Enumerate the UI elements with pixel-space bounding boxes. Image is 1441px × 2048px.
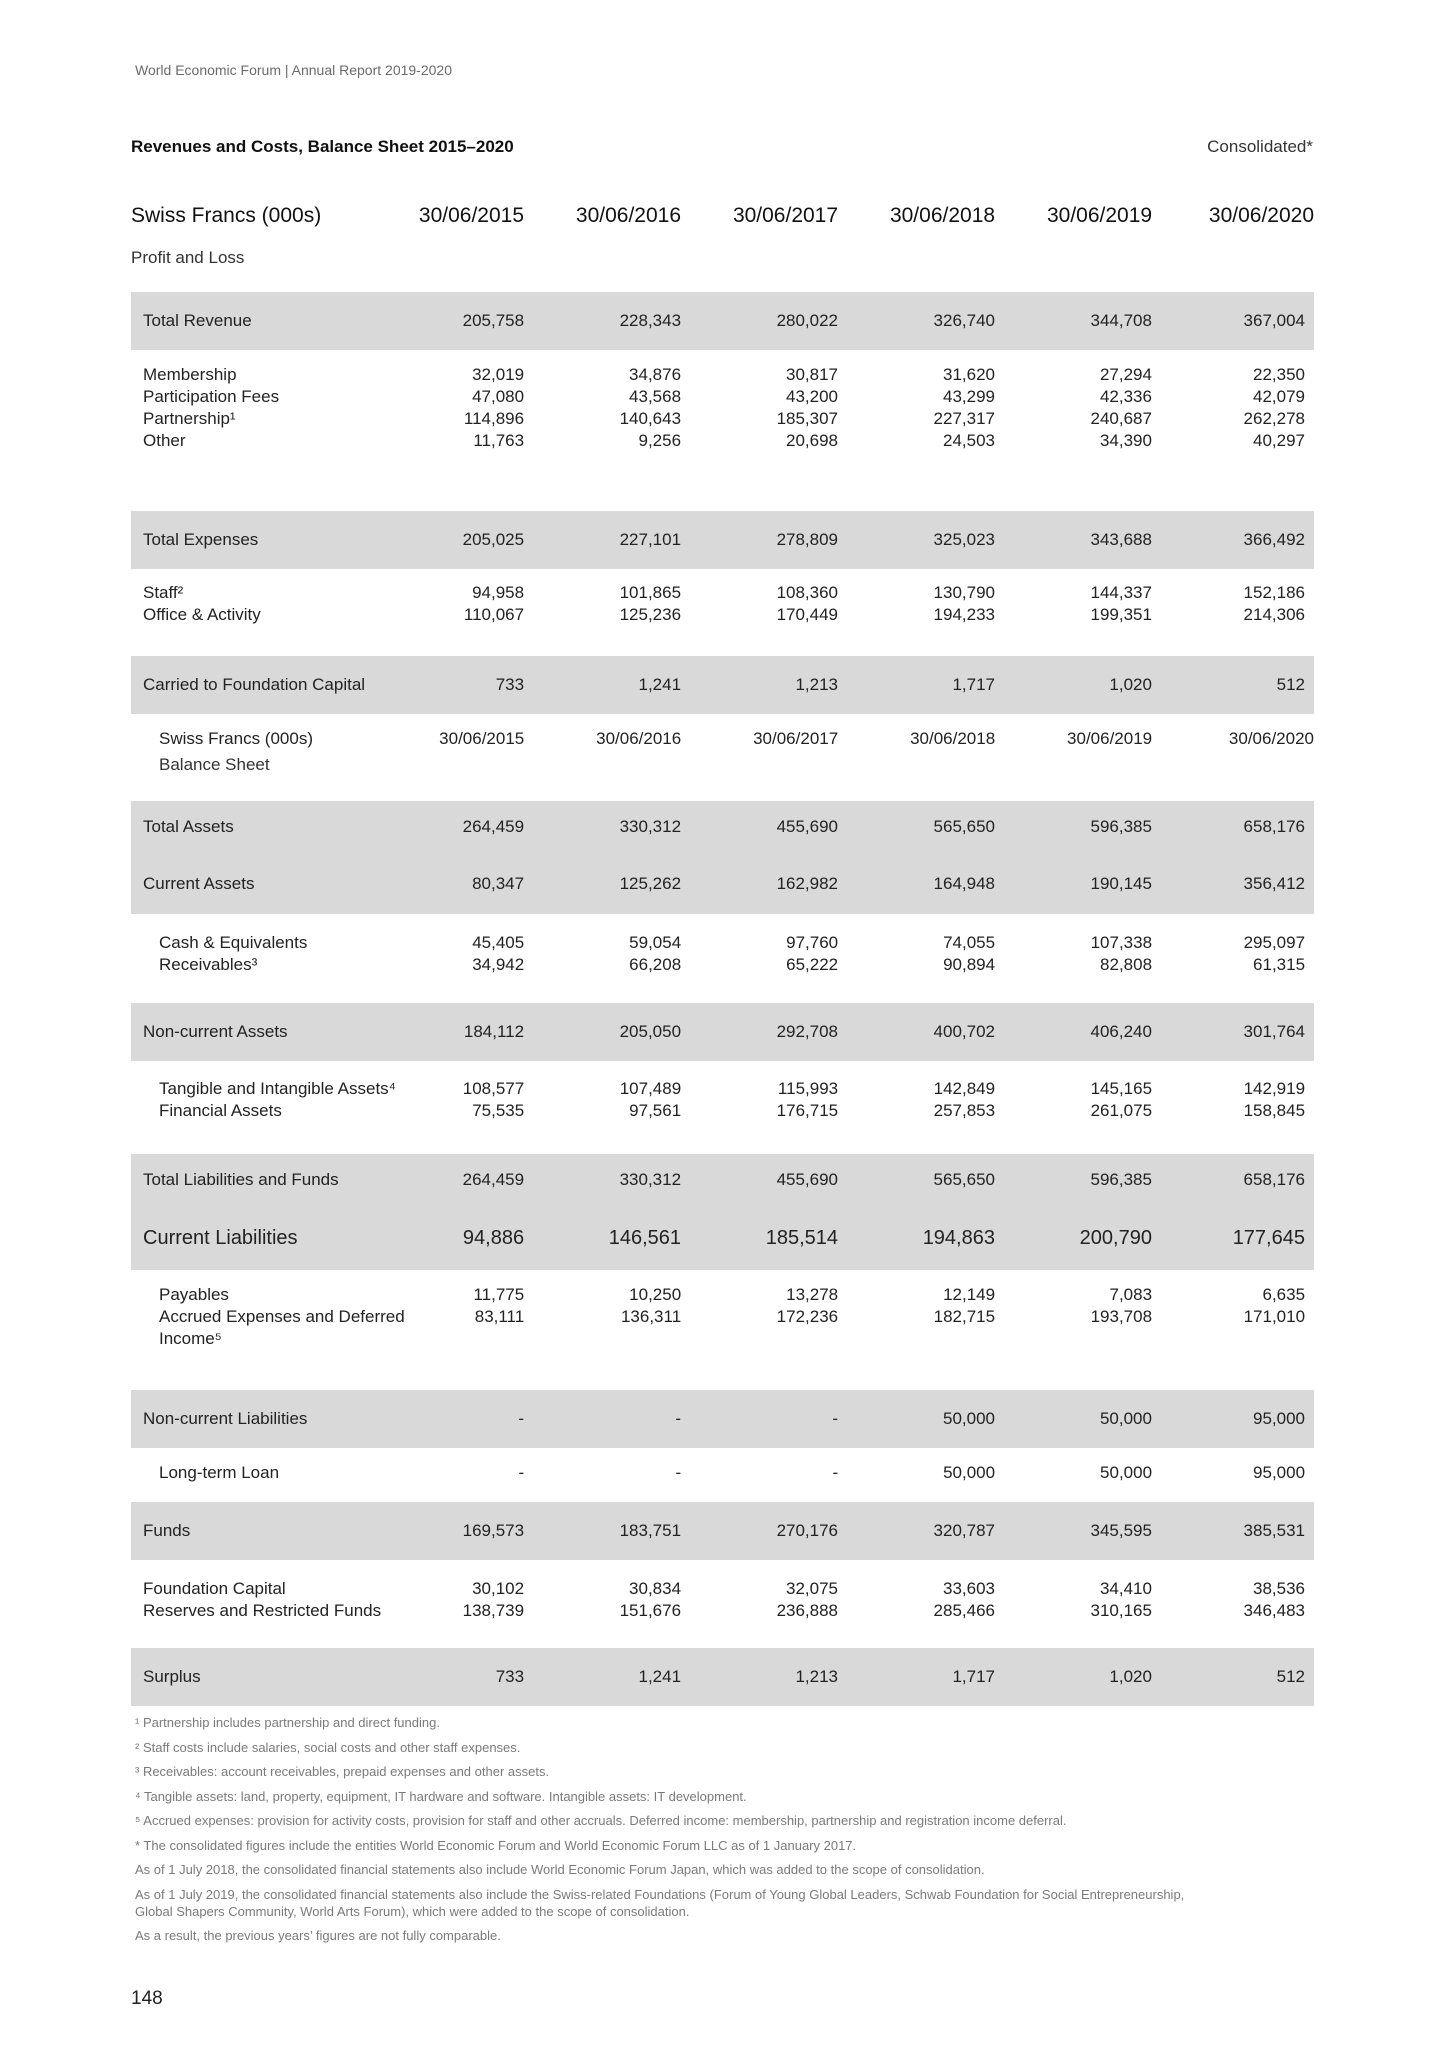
value-2016: 1,241 (638, 1667, 682, 1686)
value-2017: 108,360 170,449 (776, 583, 839, 624)
value-2018: 50,000 (943, 1463, 996, 1482)
value-2017: 162,982 (776, 873, 839, 893)
pl-unit-label: Swiss Francs (000s) (131, 204, 322, 227)
bs-column-header (131, 728, 1314, 750)
value-2018: 142,849 257,853 (933, 1079, 996, 1120)
pl-year-2019: 30/06/2019 (1046, 204, 1153, 227)
row-label: Payables Accrued Expenses and Deferred Income⁵ (159, 1285, 405, 1348)
value-2018: 325,023 (933, 530, 995, 549)
value-2018: 130,790 194,233 (933, 583, 995, 624)
value-2016: 330,312 (619, 1170, 682, 1189)
table-row-total-liabilities-and-funds (131, 1154, 1314, 1206)
pl-year-2017: 30/06/2017 (732, 204, 839, 227)
row-label: Surplus (143, 1667, 201, 1686)
table-row-funds (131, 1502, 1314, 1560)
table-row-long-term-loan (131, 1462, 1314, 1484)
value-2018: 320,787 (933, 1521, 995, 1540)
table-row-total-expenses (131, 511, 1314, 569)
value-2017: 185,514 (765, 1227, 839, 1249)
value-2019: 406,240 (1090, 1022, 1152, 1041)
row-label: Staff² Office & Activity (143, 583, 261, 624)
value-2017: 30,817 43,200 185,307 20,698 (776, 365, 839, 450)
table-row-noncurrent-assets (131, 1003, 1314, 1061)
row-label: Foundation Capital Reserves and Restricted Funds (143, 1579, 382, 1620)
value-2018: 33,603 285,466 (933, 1579, 995, 1620)
consolidated-label: Consolidated* (1207, 137, 1313, 156)
footnote-2018-scope: As of 1 July 2018, the consolidated financial statements also include World Economic Forum Japan, which was added to the scope of consolidation. (135, 1862, 985, 1877)
value-2017: 278,809 (776, 530, 839, 549)
value-2019: 145,165 261,075 (1090, 1079, 1153, 1120)
value-2020: 295,097 61,315 (1243, 933, 1306, 974)
value-2020: 367,004 (1243, 311, 1305, 330)
row-label: Membership Participation Fees Partnership¹ Other (143, 365, 280, 450)
pl-year-2015: 30/06/2015 (418, 204, 525, 227)
value-2020: 152,186 214,306 (1243, 583, 1305, 624)
value-2020: 301,764 (1243, 1022, 1305, 1041)
value-2020: 22,350 42,079 262,278 40,297 (1243, 365, 1305, 450)
footnote-1: ¹ Partnership includes partnership and direct funding. (135, 1715, 440, 1730)
bs-year-2015: 30/06/2015 (439, 729, 525, 748)
value-2017: 1,213 (795, 675, 839, 694)
value-2015: - (518, 1409, 525, 1428)
value-2015: 94,886 (462, 1227, 525, 1249)
value-2020: 95,000 (1253, 1463, 1306, 1482)
row-label: Non-current Assets (143, 1022, 288, 1041)
value-2016: 107,489 97,561 (619, 1079, 682, 1120)
value-2017: 13,278 172,236 (776, 1285, 839, 1326)
value-2017: 270,176 (776, 1521, 839, 1540)
value-2016: 227,101 (619, 530, 682, 549)
value-2017: 32,075 236,888 (776, 1579, 839, 1620)
value-2016: 183,751 (619, 1521, 682, 1540)
value-2015: 80,347 (472, 873, 525, 893)
value-2019: 1,020 (1109, 1667, 1152, 1686)
value-2016: 30,834 151,676 (619, 1579, 682, 1620)
running-header: World Economic Forum | Annual Report 2019-2020 (135, 62, 452, 78)
value-2017: 455,690 (776, 1170, 839, 1189)
footnote-4: ⁴ Tangible assets: land, property, equipment, IT hardware and software. Intangible assets: IT development. (135, 1788, 747, 1804)
value-2019: 345,595 (1090, 1521, 1152, 1540)
value-2015: 45,405 34,942 (472, 933, 525, 974)
table-row-expenses-detail (131, 582, 1314, 626)
value-2015: 264,459 (462, 1170, 525, 1189)
value-2019: 27,294 42,336 240,687 34,390 (1090, 365, 1152, 450)
bs-unit-label: Swiss Francs (000s) (159, 729, 313, 748)
table-row-total-revenue (131, 292, 1314, 350)
table-row-funds-detail (131, 1578, 1314, 1622)
value-2017: 292,708 (776, 1022, 839, 1041)
bs-year-2017: 30/06/2017 (753, 729, 839, 748)
table-row-current-liabilities-detail (131, 1284, 1314, 1350)
value-2020: 512 (1276, 675, 1305, 694)
value-2016: 101,865 125,236 (619, 583, 682, 624)
table-row-carried-to-foundation-capital (131, 656, 1314, 714)
table-row-total-assets (131, 801, 1314, 853)
table-row-surplus (131, 1648, 1314, 1706)
row-label: Funds (143, 1521, 191, 1540)
footnote-3: ³ Receivables: account receivables, prepaid expenses and other assets. (135, 1764, 550, 1779)
footnote-consolidated: * The consolidated figures include the entities World Economic Forum and World Economic Forum LLC as of 1 January 2017. (135, 1837, 857, 1853)
value-2018: 400,702 (933, 1022, 995, 1041)
value-2018: 1,717 (952, 675, 995, 694)
report-title: Revenues and Costs, Balance Sheet 2015–2020 (131, 137, 514, 156)
value-2019: 596,385 (1090, 1170, 1152, 1189)
value-2019: 50,000 (1100, 1463, 1153, 1482)
bs-year-2016: 30/06/2016 (596, 729, 682, 748)
value-2016: 1,241 (638, 675, 682, 694)
pl-column-header (131, 205, 1314, 227)
pl-year-2016: 30/06/2016 (575, 204, 682, 227)
value-2020: 95,000 (1252, 1409, 1305, 1428)
table-row-current-assets-detail (131, 932, 1314, 976)
bs-section-label: Balance Sheet (159, 755, 270, 774)
value-2015: - (518, 1463, 525, 1482)
table-row-current-liabilities (131, 1206, 1314, 1270)
footnotes (135, 1714, 1225, 1952)
pl-year-2020: 30/06/2020 (1208, 204, 1315, 227)
row-label: Current Liabilities (143, 1227, 298, 1249)
value-2018: 326,740 (933, 311, 995, 330)
value-2016: - (675, 1409, 682, 1428)
value-2016: 59,054 66,208 (629, 933, 682, 974)
value-2018: 565,650 (933, 817, 995, 836)
value-2019: 343,688 (1090, 530, 1152, 549)
value-2019: 596,385 (1090, 817, 1152, 836)
value-2020: 366,492 (1243, 530, 1305, 549)
table-row-noncurrent-liabilities (131, 1390, 1314, 1448)
row-label: Non-current Liabilities (143, 1409, 308, 1428)
value-2018: 1,717 (952, 1667, 995, 1686)
value-2016: 228,343 (619, 311, 682, 330)
value-2015: 733 (495, 1667, 525, 1686)
value-2015: 30,102 138,739 (462, 1579, 525, 1620)
value-2018: 164,948 (933, 873, 995, 893)
value-2019: 1,020 (1109, 675, 1152, 694)
footnote-2: ² Staff costs include salaries, social costs and other staff expenses. (135, 1739, 521, 1755)
footnote-2019-scope: As of 1 July 2019, the consolidated financial statements also include the Swiss-related Foundations (Forum of Young Global Leaders, Schwab Foundation for Social Entrepreneurship, Global Shapers Community, World Arts Forum), which were added to the scope of consolidation. (135, 1886, 1185, 1919)
row-label: Current Assets (143, 873, 255, 893)
value-2018: 12,149 182,715 (933, 1285, 996, 1326)
value-2019: 107,338 82,808 (1090, 933, 1153, 974)
value-2016: 146,561 (608, 1227, 682, 1249)
row-label: Tangible and Intangible Assets⁴ Financial Assets (159, 1079, 396, 1120)
value-2020: 658,176 (1243, 1170, 1305, 1189)
row-label: Carried to Foundation Capital (143, 675, 366, 694)
value-2015: 184,112 (463, 1022, 525, 1041)
bs-year-2018: 30/06/2018 (910, 729, 996, 748)
value-2019: 190,145 (1090, 873, 1152, 893)
table-row-current-assets (131, 853, 1314, 914)
value-2015: 264,459 (462, 817, 525, 836)
table-row-revenue-detail (131, 364, 1314, 452)
value-2016: 10,250 136,311 (620, 1285, 682, 1326)
value-2017: 97,760 65,222 (786, 933, 839, 974)
footnote-5: ⁵ Accrued expenses: provision for activity costs, provision for staff and other accruals. Deferred income: membership, partnership and registration income deferral. (135, 1813, 1067, 1828)
page-number: 148 (131, 1988, 163, 2009)
row-label: Total Expenses (143, 530, 259, 549)
value-2020: 6,635 171,010 (1243, 1285, 1306, 1326)
value-2017: 115,993 176,715 (776, 1079, 839, 1120)
row-label: Total Liabilities and Funds (143, 1170, 339, 1189)
value-2019: 7,083 193,708 (1090, 1285, 1153, 1326)
value-2015: 108,577 75,535 (462, 1079, 525, 1120)
value-2016: 330,312 (619, 817, 682, 836)
pl-year-2018: 30/06/2018 (889, 204, 996, 227)
table-row-noncurrent-assets-detail (131, 1078, 1314, 1122)
value-2016: 205,050 (619, 1022, 682, 1041)
value-2020: 356,412 (1243, 873, 1305, 893)
value-2018: 74,055 90,894 (943, 933, 996, 974)
footnote-comparability: As a result, the previous years’ figures are not fully comparable. (135, 1928, 501, 1943)
value-2018: 194,863 (922, 1227, 995, 1249)
value-2018: 565,650 (933, 1170, 995, 1189)
value-2017: - (832, 1409, 839, 1428)
value-2015: 169,573 (462, 1521, 525, 1540)
bs-year-2019: 30/06/2019 (1067, 729, 1153, 748)
value-2020: 658,176 (1243, 817, 1305, 836)
value-2019: 344,708 (1090, 311, 1152, 330)
value-2015: 94,958 110,067 (463, 583, 525, 624)
value-2016: - (675, 1463, 682, 1482)
value-2015: 733 (495, 675, 525, 694)
value-2017: 455,690 (776, 817, 839, 836)
value-2019: 200,790 (1079, 1227, 1152, 1249)
value-2017: 280,022 (776, 311, 839, 330)
row-label: Total Assets (143, 817, 234, 836)
value-2019: 50,000 (1099, 1409, 1152, 1428)
value-2018: 31,620 43,299 227,317 24,503 (933, 365, 995, 450)
value-2020: 142,919 158,845 (1243, 1079, 1306, 1120)
value-2015: 11,775 83,111 (473, 1285, 525, 1326)
value-2018: 50,000 (942, 1409, 995, 1428)
value-2020: 38,536 346,483 (1243, 1579, 1305, 1620)
value-2016: 125,262 (619, 873, 682, 893)
value-2020: 177,645 (1232, 1227, 1305, 1249)
value-2019: 34,410 310,165 (1090, 1579, 1152, 1620)
row-label: Long-term Loan (159, 1463, 280, 1482)
pl-section-label: Profit and Loss (131, 248, 245, 267)
value-2019: 144,337 199,351 (1090, 583, 1152, 624)
value-2017: 1,213 (795, 1667, 839, 1686)
bs-year-2020: 30/06/2020 (1228, 729, 1315, 748)
value-2020: 512 (1276, 1667, 1305, 1686)
value-2017: - (832, 1463, 839, 1482)
value-2015: 205,025 (462, 530, 525, 549)
value-2016: 34,876 43,568 140,643 9,256 (619, 365, 682, 450)
value-2015: 32,019 47,080 114,896 11,763 (463, 365, 525, 450)
value-2015: 205,758 (462, 311, 525, 330)
value-2020: 385,531 (1243, 1521, 1305, 1540)
row-label: Cash & Equivalents Receivables³ (159, 933, 308, 974)
row-label: Total Revenue (143, 311, 252, 330)
